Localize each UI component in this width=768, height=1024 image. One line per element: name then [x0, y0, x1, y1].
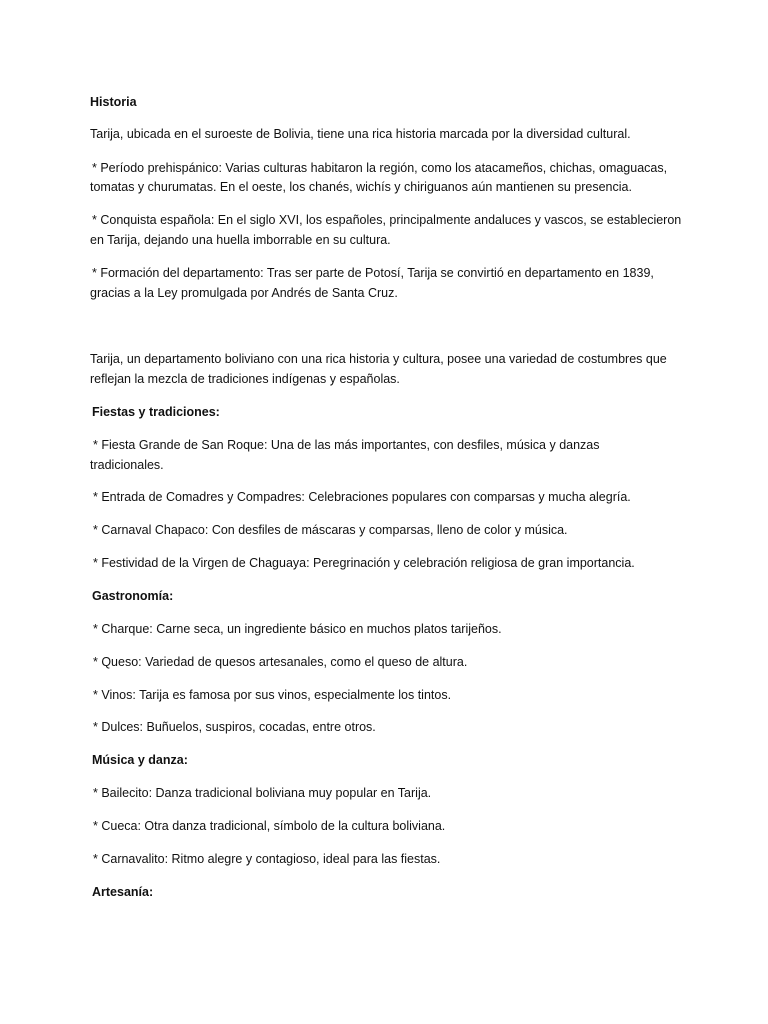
gastronomia-item-vinos: * Vinos: Tarija es famosa por sus vinos, especialmente los tintos. [93, 688, 452, 702]
gastronomia-item-dulces: * Dulces: Buñuelos, suspiros, cocadas, entre otros. [93, 720, 376, 734]
historia-item-2-line-2: en Tarija, dejando una huella imborrable en su cultura. [90, 233, 391, 247]
musica-item-bailecito: * Bailecito: Danza tradicional boliviana muy popular en Tarija. [93, 786, 432, 800]
historia-heading: Historia [90, 95, 137, 109]
musica-item-carnavalito: * Carnavalito: Ritmo alegre y contagioso, ideal para las fiestas. [93, 852, 441, 866]
historia-intro: Tarija, ubicada en el suroeste de Bolivia, tiene una rica historia marcada por la diversidad cultural. [90, 127, 631, 141]
artesania-heading: Artesanía: [92, 885, 154, 899]
fiestas-item-2: * Entrada de Comadres y Compadres: Celebraciones populares con comparsas y mucha alegría. [93, 490, 631, 504]
gastronomia-item-queso: * Queso: Variedad de quesos artesanales, como el queso de altura. [93, 655, 468, 669]
fiestas-item-4: * Festividad de la Virgen de Chaguaya: Peregrinación y celebración religiosa de gran importancia. [93, 556, 635, 570]
historia-item-3-line-2: gracias a la Ley promulgada por Andrés de Santa Cruz. [90, 286, 398, 300]
fiestas-item-1-line-2: tradicionales. [90, 458, 164, 472]
musica-heading: Música y danza: [92, 753, 188, 767]
costumbres-intro-line-2: reflejan la mezcla de tradiciones indígenas y españolas. [90, 372, 400, 386]
historia-item-3-line-1: * Formación del departamento: Tras ser parte de Potosí, Tarija se convirtió en departamento en 1839, [92, 266, 654, 280]
fiestas-item-1-line-1: * Fiesta Grande de San Roque: Una de las más importantes, con desfiles, música y danzas [93, 438, 600, 452]
historia-item-1-line-2: tomatas y churumatas. En el oeste, los chanés, wichís y chiriguanos aún mantienen su presencia. [90, 180, 632, 194]
musica-item-cueca: * Cueca: Otra danza tradicional, símbolo de la cultura boliviana. [93, 819, 446, 833]
historia-item-2-line-1: * Conquista española: En el siglo XVI, los españoles, principalmente andaluces y vascos, se establecieron [92, 213, 682, 227]
gastronomia-heading: Gastronomía: [92, 589, 174, 603]
historia-item-1-line-1: * Período prehispánico: Varias culturas habitaron la región, como los atacameños, chichas, omaguacas, [92, 161, 668, 175]
fiestas-item-3: * Carnaval Chapaco: Con desfiles de máscaras y comparsas, lleno de color y música. [93, 523, 568, 537]
gastronomia-item-charque: * Charque: Carne seca, un ingrediente básico en muchos platos tarijeños. [93, 622, 502, 636]
costumbres-intro-line-1: Tarija, un departamento boliviano con una rica historia y cultura, posee una variedad de costumbres que [90, 352, 667, 366]
fiestas-heading: Fiestas y tradiciones: [92, 405, 220, 419]
